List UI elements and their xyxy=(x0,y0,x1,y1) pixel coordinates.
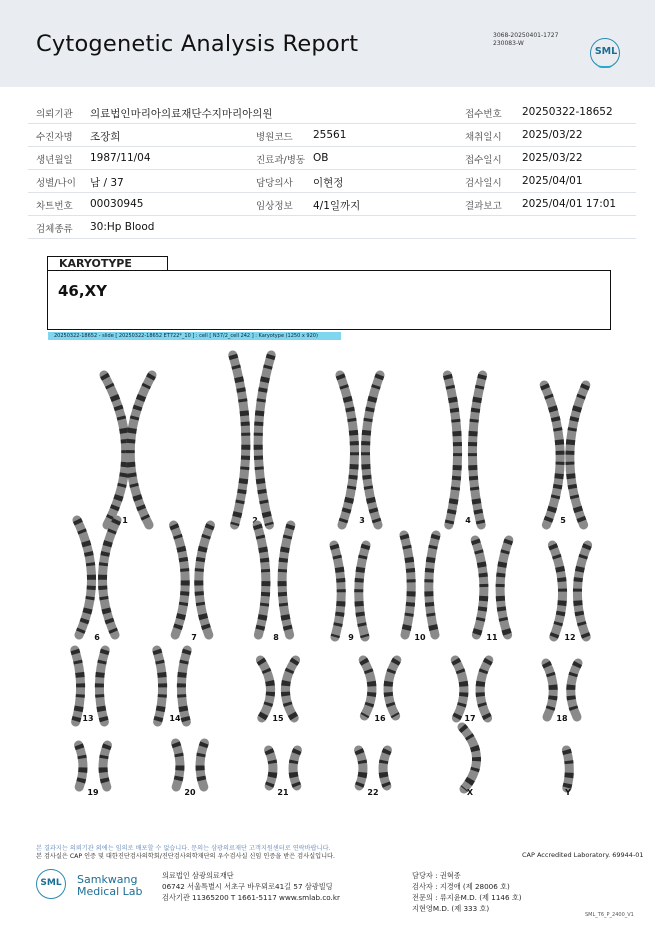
info-row: 의뢰기관 의료법인마리아의료재단수지마리아의원 접수번호 20250322-18652 xyxy=(28,101,636,124)
chromosome-label: 3 xyxy=(359,516,365,525)
footer-notice: 본 결과지는 의뢰기관 외에는 임의로 배포할 수 없습니다. 문의는 삼광의료재단 고객지원센터로 연락바랍니다. xyxy=(36,845,331,852)
chromosome-label: 9 xyxy=(348,633,354,642)
chromosome-arm xyxy=(566,750,569,788)
info-row: 검체종류 30:Hp Blood xyxy=(28,216,636,239)
chromosome-label: 21 xyxy=(277,788,289,797)
chromosome-label: 10 xyxy=(414,633,426,642)
chromosome-label: 1 xyxy=(122,516,128,525)
chromosome-label: 18 xyxy=(556,714,568,723)
reference-code: 3068-20250401-1727 230083-W xyxy=(493,32,559,47)
chromosome-label: Y xyxy=(565,788,571,797)
chromosome-arm xyxy=(404,535,411,635)
cap-accreditation: CAP Accredited Laboratory. 69944-01 xyxy=(522,851,644,859)
chromosome-arm xyxy=(359,750,363,786)
chromosome-arm xyxy=(480,660,489,718)
info-row: 차트번호 00030945 임상정보 4/1일까지 결과보고 2025/04/01 17:01 xyxy=(28,193,636,216)
karyotype-result-box xyxy=(47,270,611,330)
chromosome-label: 14 xyxy=(169,714,181,723)
info-row: 생년월일 1987/11/04 진료과/병동 OB 접수일시 2025/03/22 xyxy=(28,147,636,170)
form-code: SML_T6_P_2400_V1 xyxy=(585,912,634,918)
chromosome-label: X xyxy=(466,788,474,797)
chromosome-arm xyxy=(429,535,436,635)
chromosome-arm xyxy=(544,385,560,525)
chromosome-label: 6 xyxy=(94,633,100,642)
karyogram-image xyxy=(0,345,655,805)
chromosome-label: 5 xyxy=(560,516,566,525)
staff-info: 담당자 : 권혁종 검사자 : 지경애 (제 28006 호) 전문의 : 류지윤M.D. (제 1146 호) 지현영M.D. (제 333 호) xyxy=(412,871,522,913)
report-title: Cytogenetic Analysis Report xyxy=(36,31,359,57)
chromosome-label: 4 xyxy=(465,516,471,525)
organization-info: 의료법인 삼광의료재단 06742 서울특별시 서초구 바우뫼로41길 57 삼광빌딩 검사기관 11365200 T 1661-5117 www.smlab.co.kr xyxy=(162,871,340,902)
chromosome-arm xyxy=(269,750,273,786)
chromosome-label: 7 xyxy=(191,633,197,642)
karyogram-caption: 20250322-18652 - slide [ 20250322-18652 ET722*_10 ] : cell [ N37/2_cell 242 ] : Karyotype (1250 x 920) xyxy=(48,332,341,340)
chromosome-label: 8 xyxy=(273,633,279,642)
karyotype-result: 46,XY xyxy=(58,282,107,300)
chromosome-label: 2 xyxy=(252,516,258,525)
chromosome-label: 19 xyxy=(87,788,99,797)
chromosome-arm xyxy=(293,750,297,786)
chromosome-arm xyxy=(455,660,464,718)
chromosome-arm xyxy=(363,660,372,716)
chromosome-label: 17 xyxy=(464,714,476,723)
chromosome-arm xyxy=(388,660,397,716)
sml-logo-text: SML xyxy=(594,46,618,57)
chromosome-label: 22 xyxy=(367,788,379,797)
chromosome-label: 15 xyxy=(272,714,284,723)
info-row: 성별/나이 남 / 37 담당의사 이현정 검사일시 2025/04/01 xyxy=(28,170,636,193)
chromosome-label: 11 xyxy=(486,633,498,642)
chromosome-label: 16 xyxy=(374,714,386,723)
chromosome-arm xyxy=(570,385,586,525)
chromosome-label: 13 xyxy=(82,714,94,723)
info-row: 수진자명 조장희 병원코드 25561 채취일시 2025/03/22 xyxy=(28,124,636,147)
footer-accreditation: 본 검사실은 CAP 인증 및 대한진단검사의학회/진단검사의학재단의 우수검사실 신임 인증을 받은 검사실입니다. xyxy=(36,853,335,860)
logo-arc-icon xyxy=(596,62,614,68)
chromosome-label: 12 xyxy=(564,633,576,642)
karyotype-label: KARYOTYPE xyxy=(47,256,168,271)
samkwang-logo-text: SML xyxy=(40,878,62,888)
company-name: Samkwang Medical Lab xyxy=(77,873,143,898)
chromosome-arm xyxy=(383,750,387,786)
chromosome-label: 20 xyxy=(184,788,196,797)
report-header xyxy=(0,0,655,87)
